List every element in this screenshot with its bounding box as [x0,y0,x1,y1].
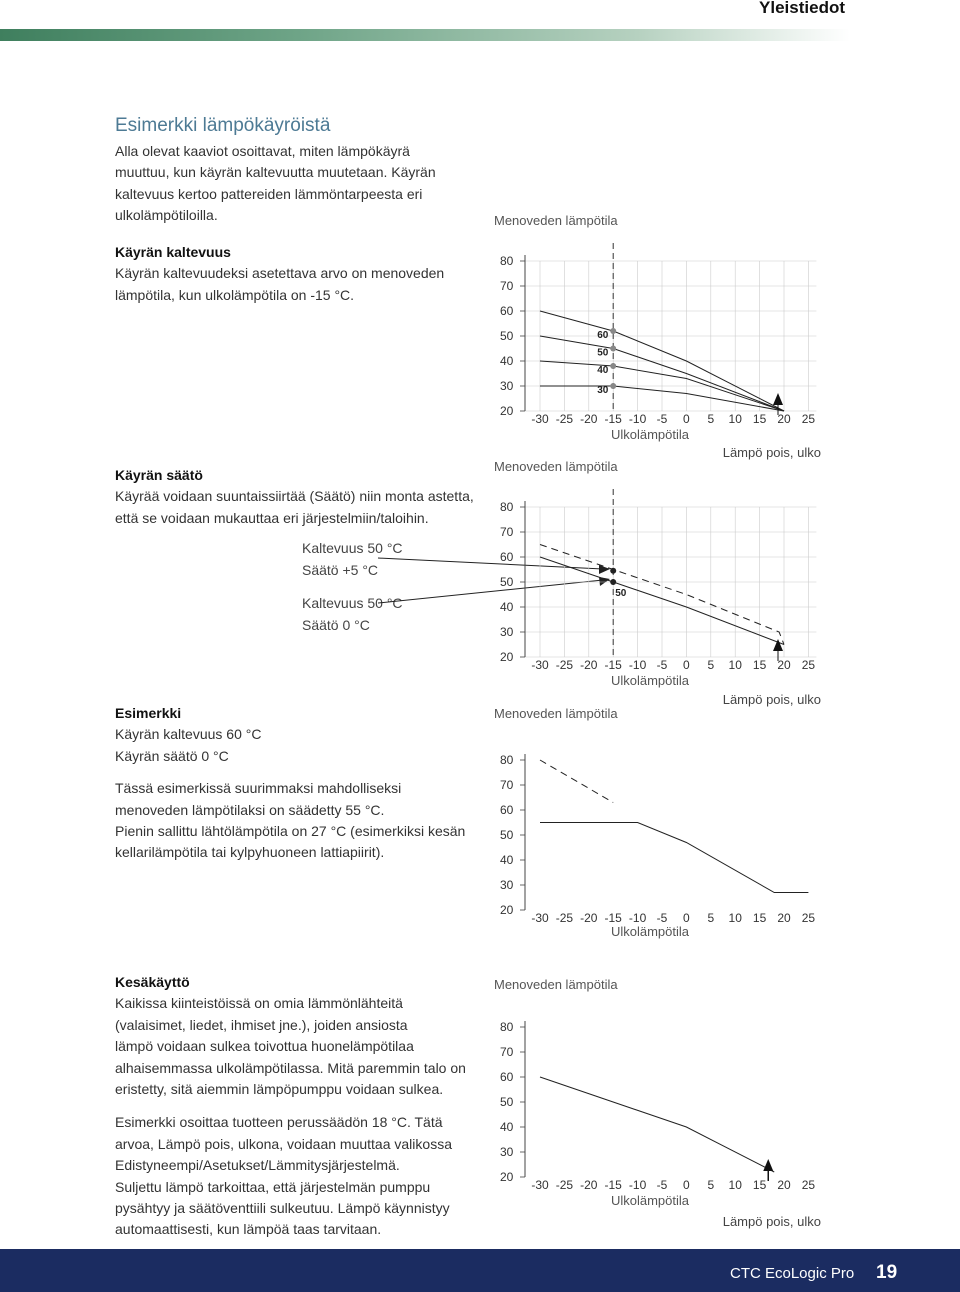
page-number: 19 [876,1262,898,1283]
example-para-line: kellarilämpötila tai kylpyhuoneen lattiapiirit). [115,844,385,861]
y-tick-label: 20 [500,650,514,664]
adjust-line: että se voidaan mukauttaa eri järjestelmiin/taloihin. [115,509,429,526]
x-tick-label: -25 [555,1178,574,1192]
y-tick-label: 50 [500,828,514,842]
x-tick-label: -20 [580,412,598,426]
summer-line: Esimerkki osoittaa tuotteen perussäädön 18 °C. Tätä [115,1114,443,1131]
x-tick-label: -20 [580,1178,598,1192]
example-para-line: menoveden lämpötilaksi on säädetty 55 °C. [115,801,385,818]
y-axis-label: Menoveden lämpötila [494,977,618,992]
example-heading: Esimerkki [115,705,182,721]
summer-heading: Kesäkäyttö [115,974,190,990]
y-tick-label: 40 [500,1120,514,1134]
x-axis-label: Ulkolämpötila [610,1193,690,1208]
series-point [610,346,616,352]
series-line [540,760,613,803]
summer-line: alhaisemmassa ulkolämpötilassa. Mitä paremmin talo on [115,1059,466,1076]
y-tick-label: 40 [500,354,514,368]
x-axis-label: Ulkolämpötila [610,924,690,939]
example-section [115,703,465,864]
series-label: 30 [597,385,609,396]
summer-line: arvoa, Lämpö pois, ulkona, voidaan muuttaa valikossa [115,1135,452,1152]
x-tick-label: 5 [707,1178,715,1192]
summer-line: eristetty, sitä aiemmin lämpöpumppu voidaan sulkea. [115,1081,444,1098]
series-point [610,363,616,369]
series-line [540,1077,774,1172]
x-axis-label: Ulkolämpötila [610,673,690,688]
series-point [610,328,616,334]
x-tick-label: -5 [656,911,668,925]
y-tick-label: 60 [500,550,514,564]
x-tick-label: 20 [777,658,791,672]
x-tick-label: -15 [604,911,622,925]
y-tick-label: 80 [500,1020,514,1034]
series-line [540,823,808,893]
x-axis-label: Ulkolämpötila [610,427,690,442]
y-tick-label: 30 [500,878,514,892]
series-point [610,383,616,389]
slope-line: Käyrän kaltevuudeksi asetettava arvo on menoveden [115,265,445,282]
x-tick-label: 10 [728,658,742,672]
annotation-label: Lämpö pois, ulko [722,1214,821,1229]
y-axis-label: Menoveden lämpötila [494,706,618,721]
example-para-line: Pienin sallittu lähtölämpötila on 27 °C (esimerkiksi kesän [115,823,466,840]
x-tick-label: 20 [777,412,791,426]
arrow-head [773,393,783,405]
x-tick-label: -10 [628,911,647,925]
summer-section [115,972,466,1241]
intro-line: Alla olevat kaaviot osoittavat, miten lämpökäyrä [115,143,410,159]
x-tick-label: 25 [801,658,816,672]
x-tick-label: 0 [683,658,690,672]
summer-line: Suljettu lämpö tarkoittaa, että järjestelmän pumppu [115,1178,431,1195]
slope-section [115,242,444,306]
x-tick-label: 15 [752,658,767,672]
y-tick-label: 30 [500,625,514,639]
x-tick-label: 10 [728,1178,742,1192]
x-tick-label: -30 [531,1178,549,1192]
x-tick-label: -20 [580,911,598,925]
chart-summer [488,976,828,1231]
series-point [610,579,616,585]
callout-line: Kaltevuus 50 °C [302,540,403,556]
example-line: Käyrän kaltevuus 60 °C [115,726,262,743]
x-tick-label: -15 [604,658,622,672]
example-line: Käyrän säätö 0 °C [115,747,229,764]
x-tick-label: -5 [656,1178,668,1192]
y-tick-label: 60 [500,803,514,817]
arrow-head [763,1159,773,1171]
y-tick-label: 70 [500,525,514,539]
series-label: 60 [597,330,609,341]
slope-heading: Käyrän kaltevuus [115,244,231,260]
x-tick-label: -30 [531,911,549,925]
x-tick-label: -25 [555,412,574,426]
x-tick-label: -25 [555,658,574,672]
y-tick-label: 50 [500,575,514,589]
callout-line: Säätö 0 °C [302,617,370,633]
y-tick-label: 20 [500,903,514,917]
adjust-heading: Käyrän säätö [115,467,203,483]
x-tick-label: -10 [628,412,647,426]
series-label: 40 [597,365,609,376]
x-tick-label: 20 [777,911,791,925]
x-tick-label: -5 [656,412,668,426]
x-tick-label: -5 [656,658,668,672]
summer-line: Edistyneempi/Asetukset/Lämmitysjärjestelmä. [115,1157,400,1174]
x-tick-label: -25 [555,911,574,925]
summer-line: lämpö voidaan sulkea toivottua huonelämpötilaa [115,1038,414,1055]
intro-heading: Esimerkki lämpökäyröistä [115,115,331,136]
x-tick-label: -10 [628,1178,647,1192]
series-point [610,568,616,574]
annotation-label: Lämpö pois, ulko [722,445,821,460]
y-tick-label: 40 [500,600,514,614]
summer-line: automaattisesti, kun lämpöä taas tarvitaan. [115,1221,382,1238]
callout-line: Säätö +5 °C [302,562,379,578]
intro-line: muuttuu, kun käyrän kaltevuutta muutetaan. Käyrän [115,164,436,181]
y-axis-label: Menoveden lämpötila [494,459,618,474]
callout-line: Kaltevuus 50 °C [302,595,403,611]
x-tick-label: -20 [580,658,598,672]
x-tick-label: 10 [728,412,742,426]
y-axis-label: Menoveden lämpötila [494,213,618,228]
header-bar [0,29,850,41]
y-tick-label: 80 [500,753,514,767]
x-tick-label: 5 [707,911,715,925]
adjust-line: Käyrää voidaan suuntaissiirtää (Säätö) niin monta astetta, [115,488,474,505]
summer-line: Kaikissa kiinteistöissä on omia lämmönlähteitä [115,995,403,1012]
x-tick-label: 15 [752,911,767,925]
footer-bar [0,1249,960,1292]
y-tick-label: 50 [500,329,514,343]
x-tick-label: -30 [531,658,549,672]
point-label: 50 [615,588,627,599]
y-tick-label: 70 [500,778,514,792]
intro-text [115,141,436,227]
intro-line: ulkolämpötiloilla. [115,207,218,224]
x-tick-label: -30 [531,412,549,426]
series-label: 50 [597,347,609,359]
chart-slope [488,212,828,467]
x-tick-label: 25 [801,911,816,925]
y-tick-label: 30 [500,379,514,393]
y-tick-label: 60 [500,1070,514,1084]
annotation-label: Lämpö pois, ulko [722,692,821,707]
x-tick-label: 0 [683,911,690,925]
x-tick-label: 5 [707,412,715,426]
x-tick-label: 15 [752,412,767,426]
x-tick-label: 10 [728,911,742,925]
example-para-line: Tässä esimerkissä suurimmaksi mahdolliseksi [115,780,402,797]
summer-line: pysähtyy ja säätöventtiili sulkeutuu. Lämpö käynnistyy [115,1200,450,1217]
y-tick-label: 50 [500,1095,514,1109]
x-tick-label: 25 [801,412,816,426]
x-tick-label: 15 [752,1178,767,1192]
y-tick-label: 70 [500,1045,514,1059]
chart-adjust [488,458,828,713]
x-tick-label: -15 [604,412,622,426]
intro-line: kaltevuus kertoo pattereiden lämmöntarpeesta eri [115,185,423,202]
y-tick-label: 80 [500,500,514,514]
y-tick-label: 70 [500,279,514,293]
x-tick-label: -10 [628,658,647,672]
y-tick-label: 20 [500,404,514,418]
y-tick-label: 30 [500,1145,514,1159]
y-tick-label: 60 [500,304,514,318]
adjust-section [115,465,474,529]
y-tick-label: 20 [500,1170,514,1184]
y-tick-label: 80 [500,254,514,268]
footer-product: CTC EcoLogic Pro [730,1265,855,1282]
x-tick-label: 25 [801,1178,816,1192]
slope-line: lämpötila, kun ulkolämpötila on -15 °C. [115,286,355,303]
summer-line: (valaisimet, liedet, ihmiset jne.), joiden ansiosta [115,1016,408,1033]
x-tick-label: -15 [604,1178,622,1192]
y-tick-label: 40 [500,853,514,867]
x-tick-label: 0 [683,1178,690,1192]
header-title: Yleistiedot [759,0,845,17]
chart-limits [488,705,828,945]
x-tick-label: 0 [683,412,690,426]
x-tick-label: 5 [707,658,715,672]
x-tick-label: 20 [777,1178,791,1192]
